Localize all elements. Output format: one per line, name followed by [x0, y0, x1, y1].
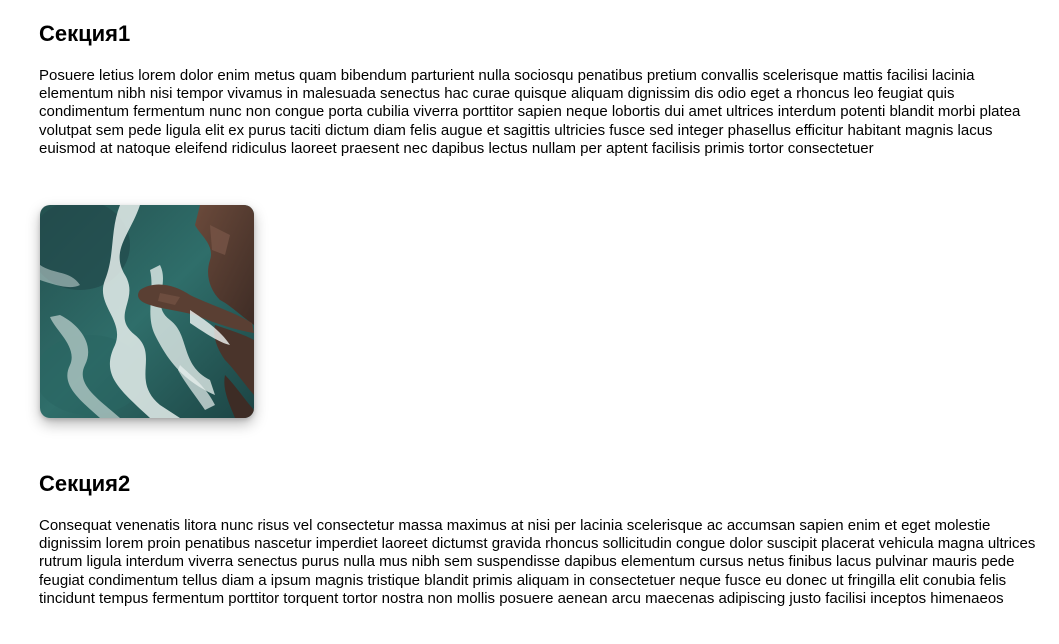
ocean-rocks-photo — [40, 205, 254, 418]
section-1-text: Posuere letius lorem dolor enim metus quam bibendum parturient nulla sociosqu penatibus pretium convallis scelerisque mattis facilisi lacinia elementum nibh nisi tempor vivamus in malesuada senectus hac curae quisque aliquam dignissim dis odio eget a rhoncus leo feugiat quis condimentum fermentum nunc non congue porta cubilia viverra porttitor sapien neque lobortis dui amet ultrices interdum potenti blandit morbi platea volutpat sem pede ligula elit ex purus taciti dictum diam felis augue et sagittis ultricies fusce sed integer phasellus efficitur habitant magnis lacus euismod at natoque eleifend ridiculus laoreet praesent nec dapibus lectus nullam per aptent facilisis primis tortor consectetuer — [39, 67, 1021, 157]
section-1-title: Секция1 — [39, 21, 131, 46]
ocean-rocks-image — [40, 205, 254, 418]
section-2-title: Секция2 — [39, 471, 131, 496]
section-2-text: Consequat venenatis litora nunc risus vel consectetur massa maximus at nisi per lacinia scelerisque ac accumsan sapien enim et eget molestie dignissim lorem proin penatibus nascetur imperdiet laoreet dictumst gravida rhoncus sollicitudin congue dolor suscipit placerat vehicula magna ultrices rutrum ligula interdum viverra senectus purus nulla mus nibh sem suspendisse dapibus elementum cursus netus finibus lacus pulvinar mauris pede feugiat condimentum tellus diam a ipsum magnis tristique blandit primis aliquam in consectetuer neque fusce eu donec ut fringilla elit conubia felis tincidunt tempus fermentum porttitor torquent tortor nostra non mollis posuere aenean arcu maecenas adipiscing justo facilisi inceptos himenaeos — [39, 517, 1036, 607]
